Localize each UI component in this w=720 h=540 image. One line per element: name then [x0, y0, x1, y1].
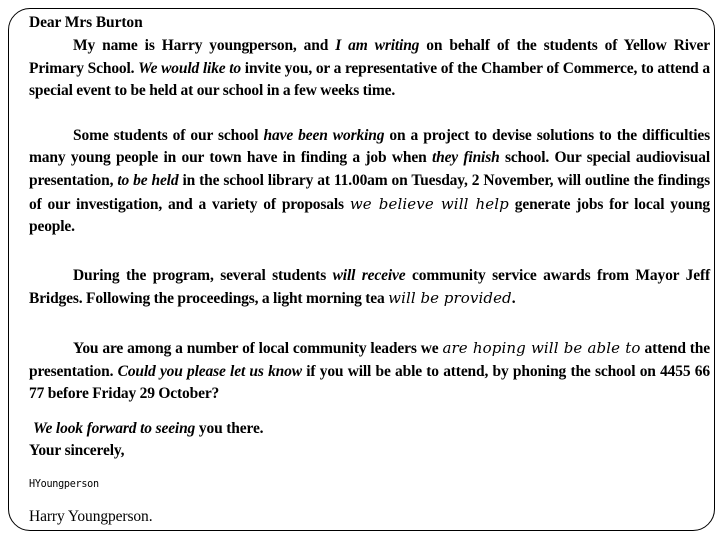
emphasis-bold-italic: I am writing: [335, 37, 420, 54]
paragraph-intro: My name is Harry youngperson, and I am writing on behalf of the students of Yellow River Primary School. We would like to invite you, or a representative of the Chamber of Commerce, to attend a special event to be held at our school in a few weeks time.: [29, 37, 711, 100]
emphasis-bold-italic: to be held: [117, 171, 179, 189]
emphasis-light-italic: will be provided: [388, 289, 512, 308]
handwritten-signature: HYoungperson: [29, 476, 99, 490]
letter-salutation: Dear Mrs Burton: [29, 14, 143, 31]
letter-content: [9, 9, 715, 528]
emphasis-bold-italic: We look forward to seeing: [33, 419, 196, 437]
emphasis-bold-italic: We would like to: [138, 59, 242, 77]
emphasis-bold-italic: have been working: [263, 126, 385, 144]
emphasis-light-italic: are hoping will be able to: [442, 338, 641, 357]
paragraph-awards: During the program, several students will receive community service awards from Mayor Jeff Bridges. Following the proceedings, a light morning tea will be provided.: [29, 266, 710, 308]
paragraph-spacer: [29, 311, 710, 337]
closing-line: We look forward to seeing you there.: [33, 419, 264, 437]
paragraph-spacer: [29, 406, 710, 418]
emphasis-bold-italic: they finish: [431, 149, 500, 167]
emphasis-bold-italic: Could you please let us know: [117, 362, 302, 380]
paragraph-spacer: [29, 239, 710, 265]
paragraph-spacer: [29, 103, 710, 125]
signoff-line: Your sincerely,: [29, 441, 125, 459]
emphasis-bold-italic: will receive: [332, 266, 406, 284]
signature-spacer: [29, 462, 710, 474]
paragraph-invitation: You are among a number of local community leaders we are hoping will be able to attend the presentation. Could you please let us know if you will be able to attend, by phoning the school on 4455 66 77 before Friday 29 October?: [29, 338, 710, 403]
paragraph-project: Some students of our school have been working on a project to devise solutions to the difficulties many young people in our town have in finding a job when they finish school. Our special audiovisual presentation, to be held in the school library at 11.00am on Tuesday, 2 November, will outline the findings of our investigation, and a variety of proposals we believe will help generate jobs for local young people.: [29, 126, 711, 236]
emphasis-light-italic: we believe will help: [349, 194, 509, 213]
signer-printed-name: Harry Youngperson.: [29, 507, 153, 525]
signature-spacer: [29, 494, 710, 506]
letter-border-frame: [8, 8, 715, 531]
